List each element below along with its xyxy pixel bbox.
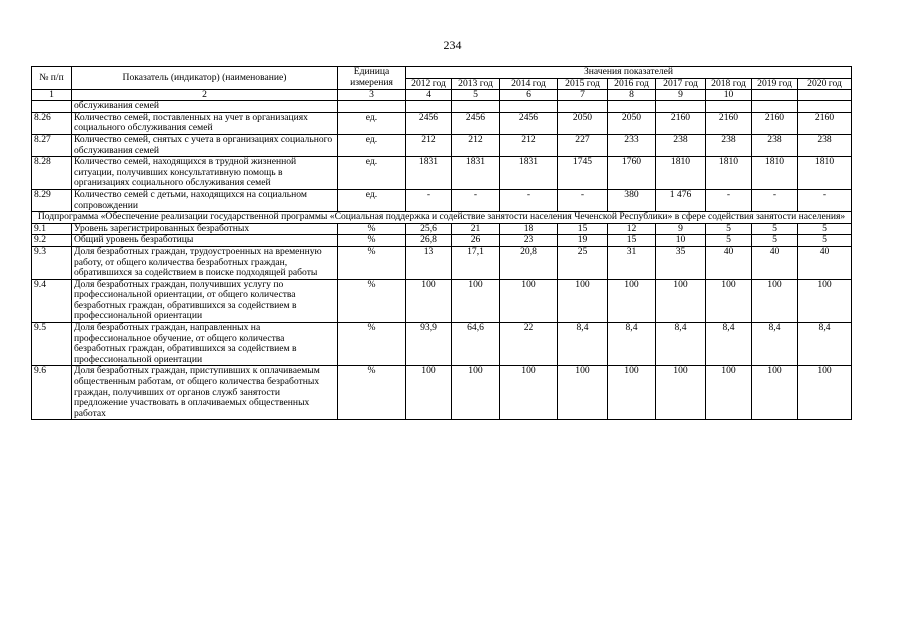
row-value: 8,4 [608, 323, 656, 366]
row-value: 8,4 [558, 323, 608, 366]
table-body-a [32, 101, 852, 212]
row-value: 26 [452, 235, 500, 247]
row-indicator-name: Количество семей, поставленных на учет в организациях социального обслуживания семей [72, 112, 338, 134]
col-number: 7 [558, 89, 608, 101]
row-value: - [500, 189, 558, 211]
table-row [32, 235, 852, 247]
row-value: 100 [608, 279, 656, 322]
row-value: 31 [608, 246, 656, 279]
row-value: 100 [752, 366, 798, 420]
row-value: 19 [558, 235, 608, 247]
row-unit: % [338, 279, 406, 322]
row-value: 2050 [608, 112, 656, 134]
row-value: 100 [558, 366, 608, 420]
row-value: 380 [608, 189, 656, 211]
col-number: 3 [338, 89, 406, 101]
row-value: 40 [752, 246, 798, 279]
header-col-numbers [32, 89, 852, 101]
row-code: 9.2 [32, 235, 72, 247]
row-value: 1810 [798, 157, 852, 190]
row-value: - [798, 189, 852, 211]
row-value: 100 [558, 279, 608, 322]
row-value: 21 [452, 223, 500, 235]
header-num: № п/п [32, 67, 72, 90]
row-indicator-name: Доля безработных граждан, приступивших к оплачиваемым общественным работам, от общего количества безработных граждан, получивших от органов служб занятости предложение участвовать в оплачиваемых общественных работах [72, 366, 338, 420]
row-value: 1810 [706, 157, 752, 190]
row-value: 2160 [798, 112, 852, 134]
row-value: 20,8 [500, 246, 558, 279]
header-year: 2017 год [656, 78, 706, 89]
table-row [32, 223, 852, 235]
row-value: 40 [798, 246, 852, 279]
indicators-table [31, 66, 852, 420]
row-value: 17,1 [452, 246, 500, 279]
row-code: 8.27 [32, 134, 72, 156]
table-row [32, 189, 852, 211]
row-value: 5 [752, 223, 798, 235]
row-value: 8,4 [752, 323, 798, 366]
row-value: 8,4 [656, 323, 706, 366]
row-value: 227 [558, 134, 608, 156]
row-value: 8,4 [706, 323, 752, 366]
row-indicator-name: Доля безработных граждан, направленных на профессиональное обучение, от общего количества безработных граждан, обратившихся за содействием в профессиональной ориентации [72, 323, 338, 366]
row-value: 238 [752, 134, 798, 156]
header-unit: Единица измерения [338, 67, 406, 90]
continuation-text: обслуживания семей [72, 101, 338, 113]
row-value: 2160 [706, 112, 752, 134]
row-value: 238 [656, 134, 706, 156]
header-year: 2013 год [452, 78, 500, 89]
row-value: - [558, 189, 608, 211]
row-value: 1810 [656, 157, 706, 190]
row-value: 25 [558, 246, 608, 279]
row-indicator-name: Количество семей с детьми, находящихся на социальном сопровождении [72, 189, 338, 211]
col-number: 4 [406, 89, 452, 101]
col-number [752, 89, 798, 101]
row-value: 8,4 [798, 323, 852, 366]
row-value: 22 [500, 323, 558, 366]
row-unit: ед. [338, 189, 406, 211]
row-unit: ед. [338, 157, 406, 190]
row-value: 18 [500, 223, 558, 235]
row-value: 100 [452, 366, 500, 420]
continuation-row [32, 101, 852, 113]
row-unit: % [338, 323, 406, 366]
header-indicator: Показатель (индикатор) (наименование) [72, 67, 338, 90]
row-value: 100 [656, 279, 706, 322]
col-number [798, 89, 852, 101]
row-value: 2456 [452, 112, 500, 134]
row-value: 100 [406, 279, 452, 322]
row-value: - [452, 189, 500, 211]
row-value: 1831 [500, 157, 558, 190]
table-row [32, 366, 852, 420]
row-value: 2456 [500, 112, 558, 134]
row-indicator-name: Доля безработных граждан, получивших услугу по профессиональной ориентации, от общего количества безработных граждан, обратившихся за содействием в профессиональной ориентации [72, 279, 338, 322]
page-number: 234 [443, 38, 462, 52]
col-number: 10 [706, 89, 752, 101]
table-row [32, 323, 852, 366]
header-year: 2014 год [500, 78, 558, 89]
row-value: 5 [706, 223, 752, 235]
row-value: 15 [608, 235, 656, 247]
row-value: 1 476 [656, 189, 706, 211]
row-indicator-name: Количество семей, находящихся в трудной жизненной ситуации, получивших консультативную помощь в организациях социального обслуживания семей [72, 157, 338, 190]
header-year: 2015 год [558, 78, 608, 89]
row-code: 9.6 [32, 366, 72, 420]
row-value: 23 [500, 235, 558, 247]
row-value: 100 [500, 366, 558, 420]
row-value: 100 [798, 366, 852, 420]
col-number: 8 [608, 89, 656, 101]
row-value: 12 [608, 223, 656, 235]
row-value: 1810 [752, 157, 798, 190]
row-value: 26,8 [406, 235, 452, 247]
row-value: 2050 [558, 112, 608, 134]
row-value: 64,6 [452, 323, 500, 366]
row-value: 5 [798, 235, 852, 247]
row-code: 8.28 [32, 157, 72, 190]
col-number: 5 [452, 89, 500, 101]
row-value: - [706, 189, 752, 211]
row-value: 238 [798, 134, 852, 156]
row-value: 5 [752, 235, 798, 247]
row-value: 212 [406, 134, 452, 156]
table-row [32, 112, 852, 134]
row-unit: % [338, 366, 406, 420]
row-value: 5 [798, 223, 852, 235]
row-value: 100 [500, 279, 558, 322]
row-value: 100 [656, 366, 706, 420]
header-year: 2019 год [752, 78, 798, 89]
row-value: 233 [608, 134, 656, 156]
table-row [32, 157, 852, 190]
section-title: Подпрограмма «Обеспечение реализации государственной программы «Социальная поддержка и содействие занятости населения Чеченской Республики» в сфере содействия занятости населения» [32, 212, 852, 224]
section-body [32, 212, 852, 224]
section-row [32, 212, 852, 224]
row-code: 8.29 [32, 189, 72, 211]
row-unit: % [338, 246, 406, 279]
row-value: 100 [452, 279, 500, 322]
header-row-1 [32, 67, 852, 79]
row-value: 10 [656, 235, 706, 247]
row-indicator-name: Общий уровень безработицы [72, 235, 338, 247]
row-value: 15 [558, 223, 608, 235]
col-number: 1 [32, 89, 72, 101]
row-value: 1760 [608, 157, 656, 190]
row-value: 93,9 [406, 323, 452, 366]
row-value: 100 [608, 366, 656, 420]
row-value: 100 [406, 366, 452, 420]
header-year: 2020 год [798, 78, 852, 89]
row-value: 25,6 [406, 223, 452, 235]
col-number: 6 [500, 89, 558, 101]
row-value: 13 [406, 246, 452, 279]
row-value: 100 [706, 279, 752, 322]
table-row [32, 134, 852, 156]
header-values: Значения показателей [406, 67, 852, 79]
row-value: 212 [500, 134, 558, 156]
row-value: 5 [706, 235, 752, 247]
row-value: 100 [798, 279, 852, 322]
row-value: - [406, 189, 452, 211]
row-code: 9.3 [32, 246, 72, 279]
header-year: 2016 год [608, 78, 656, 89]
row-value: 100 [752, 279, 798, 322]
row-code: 8.26 [32, 112, 72, 134]
header-year: 2012 год [406, 78, 452, 89]
row-value: 1745 [558, 157, 608, 190]
row-value: 1831 [406, 157, 452, 190]
row-indicator-name: Уровень зарегистрированных безработных [72, 223, 338, 235]
row-unit: % [338, 223, 406, 235]
table-row [32, 246, 852, 279]
row-value: 100 [706, 366, 752, 420]
row-value: 2160 [752, 112, 798, 134]
header-year: 2018 год [706, 78, 752, 89]
row-indicator-name: Количество семей, снятых с учета в организациях социального обслуживания семей [72, 134, 338, 156]
row-value: - [752, 189, 798, 211]
row-code: 9.5 [32, 323, 72, 366]
row-unit: % [338, 235, 406, 247]
row-value: 40 [706, 246, 752, 279]
row-code: 9.1 [32, 223, 72, 235]
row-value: 1831 [452, 157, 500, 190]
table-row [32, 279, 852, 322]
row-unit: ед. [338, 134, 406, 156]
table-body-b [32, 223, 852, 420]
row-unit: ед. [338, 112, 406, 134]
row-indicator-name: Доля безработных граждан, трудоустроенных на временную работу, от общего количества безработных граждан, обратившихся за содействием в поиске подходящей работы [72, 246, 338, 279]
row-value: 35 [656, 246, 706, 279]
col-number: 9 [656, 89, 706, 101]
col-number: 2 [72, 89, 338, 101]
row-value: 2456 [406, 112, 452, 134]
row-value: 212 [452, 134, 500, 156]
row-code: 9.4 [32, 279, 72, 322]
row-value: 238 [706, 134, 752, 156]
row-value: 2160 [656, 112, 706, 134]
row-value: 9 [656, 223, 706, 235]
